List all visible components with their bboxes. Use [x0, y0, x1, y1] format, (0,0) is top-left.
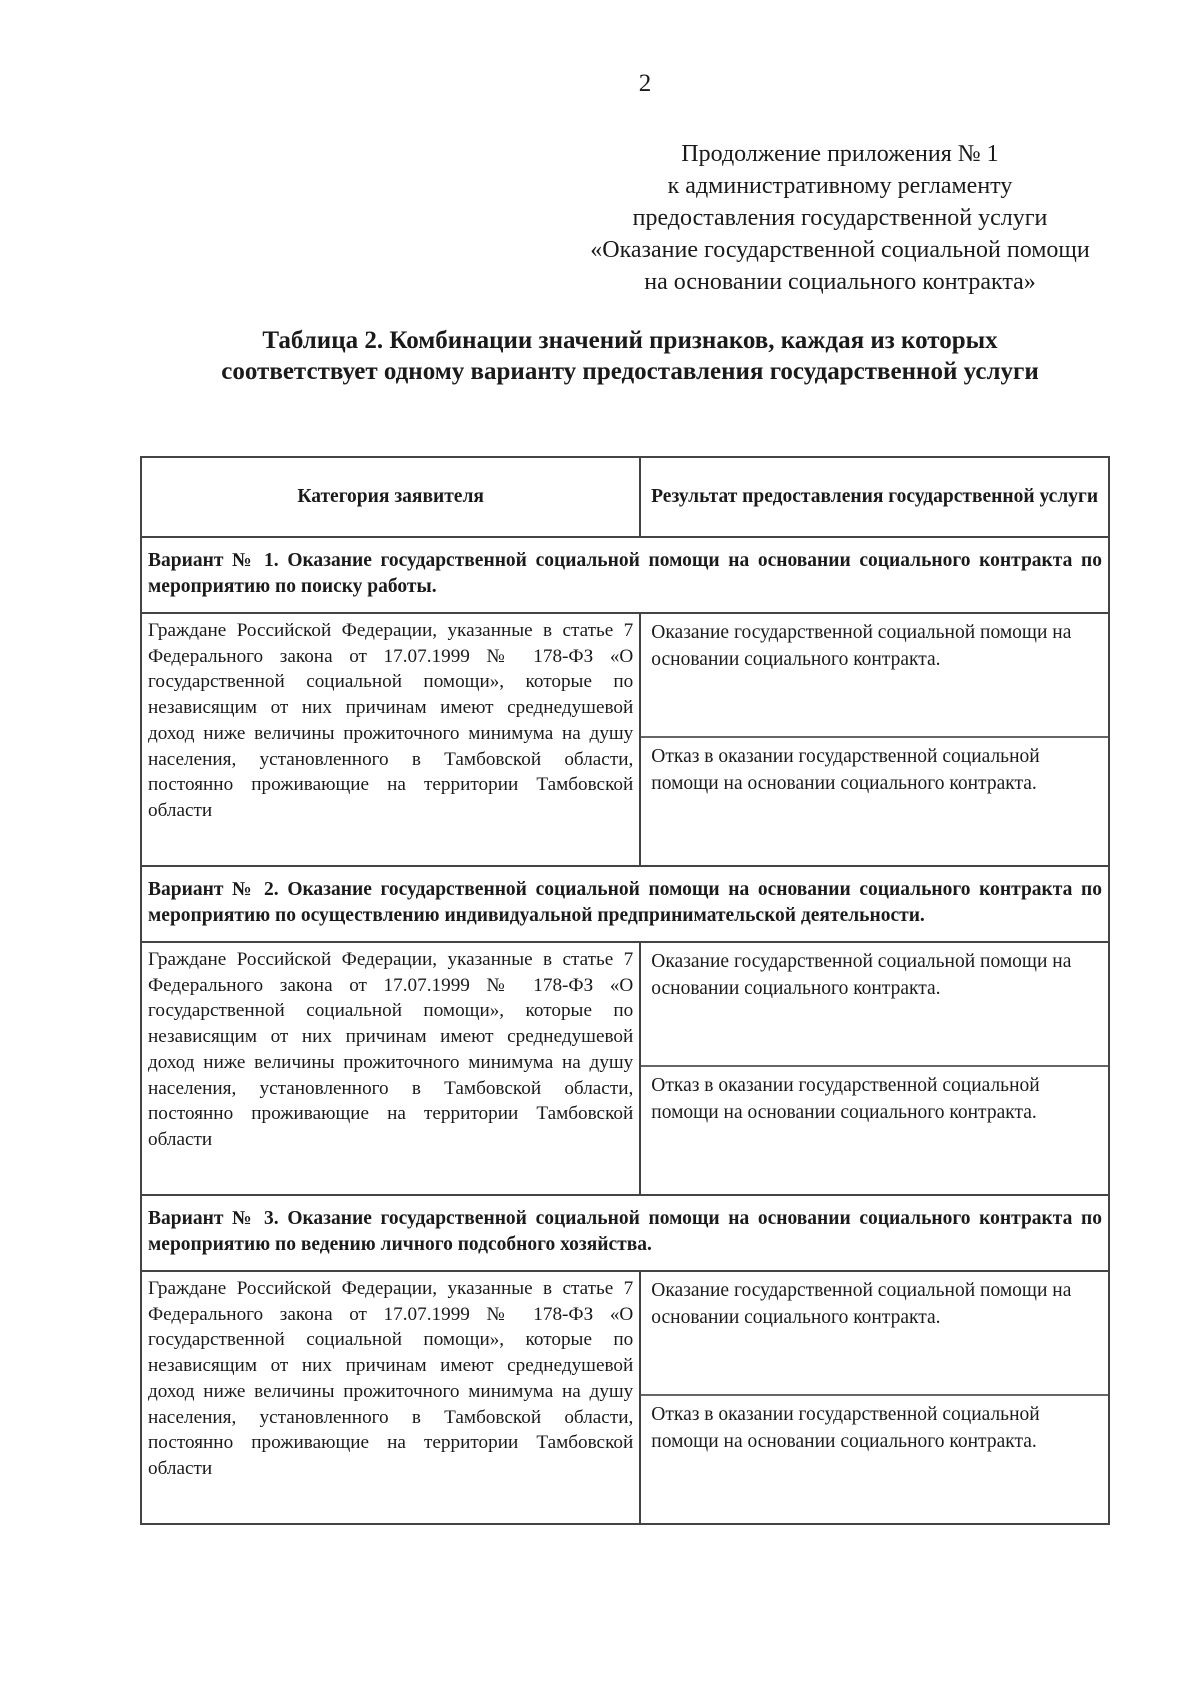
- header-result: Результат предоставления государственной услуги: [640, 457, 1109, 537]
- result-cell: [640, 613, 1109, 866]
- appendix-line: к административному регламенту: [667, 173, 1013, 199]
- page-number: 2: [638, 70, 652, 97]
- result-refused: Отказ в оказании государственной социальной помощи на основании социального контракта.: [641, 736, 1108, 865]
- appendix-header: [530, 138, 1150, 298]
- category-cell: Граждане Российской Федерации, указанные в статье 7 Федерального закона от 17.07.1999 № 178-ФЗ «О государственной социальной помощи», которые по независящим от них причинам имеют среднедушевой доход ниже величины прожиточного минимума на душу населения, установленного в Тамбовской области, постоянно проживающие на территории Тамбовской области: [141, 613, 640, 866]
- result-cell: [640, 1271, 1109, 1524]
- result-granted: Оказание государственной социальной помощи на основании социального контракта.: [651, 1280, 1072, 1328]
- variant-title-row: [141, 1195, 1109, 1271]
- variant-title: Вариант № 1. Оказание государственной социальной помощи на основании социального контракта по мероприятию по поиску работы.: [141, 537, 1109, 613]
- variants-table: [140, 456, 1110, 1525]
- table-title: Таблица 2. Комбинации значений признаков, каждая из которых соответствует одному варианту предоставления государственной услуги: [221, 327, 1039, 385]
- result-cell: [640, 942, 1109, 1195]
- header-category: Категория заявителя: [141, 457, 640, 537]
- appendix-line: Продолжение приложения № 1: [681, 141, 999, 167]
- category-cell: Граждане Российской Федерации, указанные в статье 7 Федерального закона от 17.07.1999 № 178-ФЗ «О государственной социальной помощи», которые по независящим от них причинам имеют среднедушевой доход ниже величины прожиточного минимума на душу населения, установленного в Тамбовской области, постоянно проживающие на территории Тамбовской области: [141, 1271, 640, 1524]
- appendix-line: «Оказание государственной социальной помощи: [590, 237, 1090, 263]
- appendix-line: на основании социального контракта»: [644, 269, 1036, 295]
- result-refused: Отказ в оказании государственной социальной помощи на основании социального контракта.: [641, 1394, 1108, 1523]
- table-header-row: [141, 457, 1109, 537]
- appendix-line: предоставления государственной услуги: [632, 205, 1048, 231]
- variant-content-row: [141, 1271, 1109, 1524]
- variant-title: Вариант № 2. Оказание государственной социальной помощи на основании социального контракта по мероприятию по осуществлению индивидуальной предпринимательской деятельности.: [141, 866, 1109, 942]
- variant-title: Вариант № 3. Оказание государственной социальной помощи на основании социального контракта по мероприятию по ведению личного подсобного хозяйства.: [141, 1195, 1109, 1271]
- result-granted: Оказание государственной социальной помощи на основании социального контракта.: [651, 622, 1072, 670]
- variant-title-row: [141, 866, 1109, 942]
- variant-content-row: [141, 613, 1109, 866]
- variant-content-row: [141, 942, 1109, 1195]
- variants-table-wrap: [140, 456, 1110, 1525]
- result-granted: Оказание государственной социальной помощи на основании социального контракта.: [651, 951, 1072, 999]
- result-refused: Отказ в оказании государственной социальной помощи на основании социального контракта.: [641, 1065, 1108, 1194]
- category-cell: Граждане Российской Федерации, указанные в статье 7 Федерального закона от 17.07.1999 № 178-ФЗ «О государственной социальной помощи», которые по независящим от них причинам имеют среднедушевой доход ниже величины прожиточного минимума на душу населения, установленного в Тамбовской области, постоянно проживающие на территории Тамбовской области: [141, 942, 640, 1195]
- variant-title-row: [141, 537, 1109, 613]
